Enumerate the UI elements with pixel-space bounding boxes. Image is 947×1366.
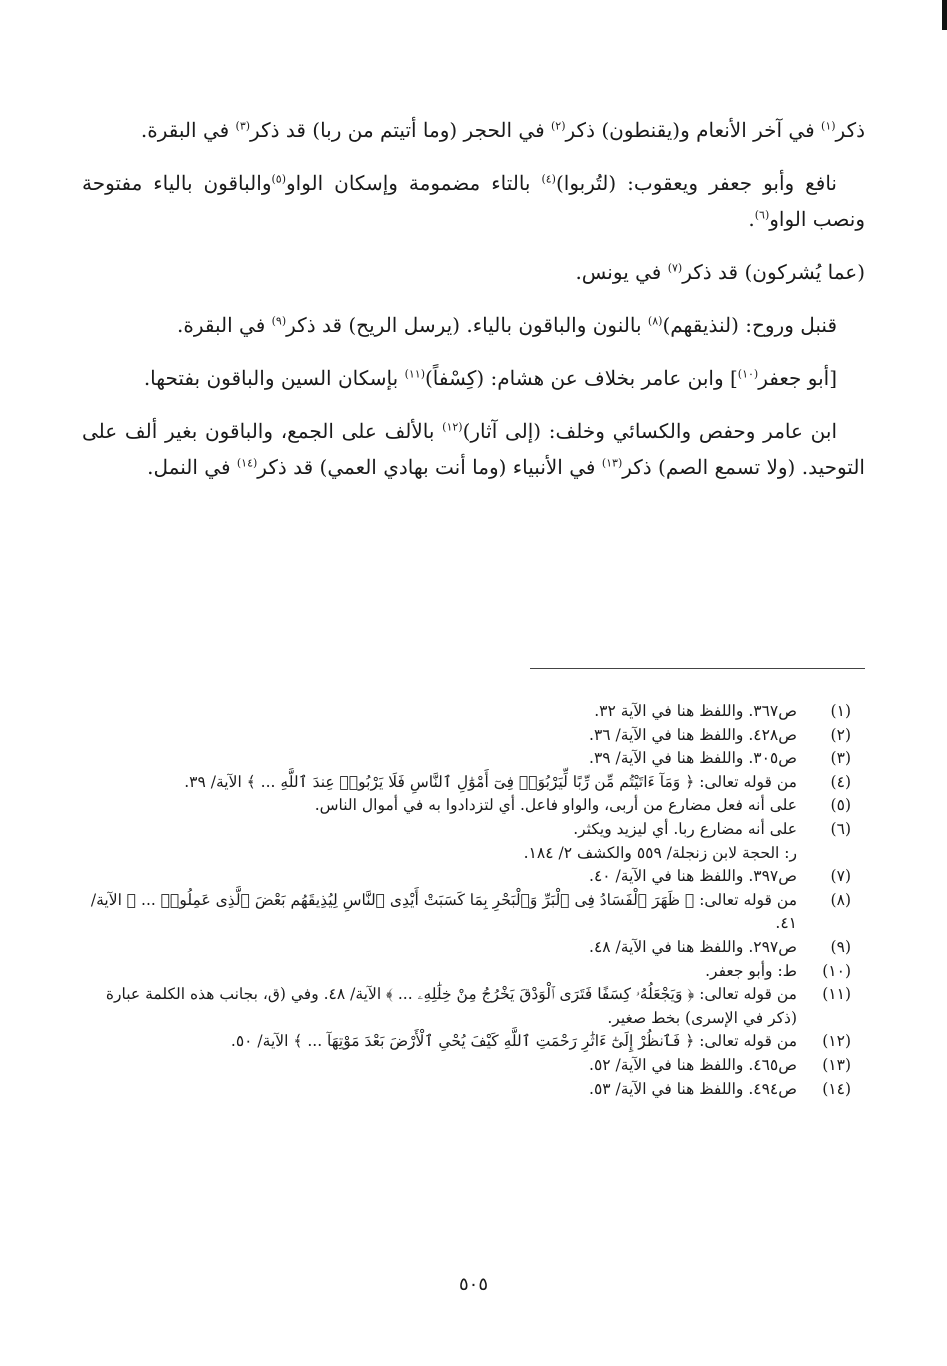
footnote-marker: (٨) bbox=[647, 314, 663, 328]
footnote-marker: (١١) bbox=[404, 367, 425, 381]
footnote-text: من قوله تعالى: ﴿ فَٱنظُرْ إِلَىٰٓ ءَاثَٰرِ رَحْمَتِ ٱللَّهِ كَيْفَ يُحْىِ ٱلْأَرْضَ بَعْدَ مَوْتِهَآ ... ﴾ الآية/ ٥٠. bbox=[230, 1032, 797, 1051]
footnote-text: من قوله تعالى: ﴿ وَيَجْعَلُهُۥ كِسَفًا فَتَرَى ٱلْوَدْقَ يَخْرُجُ مِنْ خِلَٰلِهِۦ ... ﴾ الآية/ ٤٨. وفي (ق، بجانب هذه الكلمة عبارة (ذكر في الإسرى) بخط صغير. bbox=[105, 985, 797, 1027]
paragraph bbox=[82, 413, 865, 485]
footnote-text: من قوله تعالى: ﴿ وَمَآ ءَاتَيْتُم مِّن رِّبًا لِّيَرْبُوَا۟ فِىٓ أَمْوَٰلِ ٱلنَّاسِ فَلَا يَرْبُوا۟ عِندَ ٱللَّهِ ... ﴾ الآية/ ٣٩. bbox=[184, 772, 797, 791]
footnote-number: (٤) bbox=[830, 772, 851, 791]
footnote bbox=[80, 1078, 851, 1102]
footnote-number: (١٢) bbox=[822, 1032, 851, 1051]
text-run: في البقرة. bbox=[140, 118, 236, 142]
text-run: . bbox=[748, 207, 755, 231]
footnote-marker: (٥) bbox=[271, 172, 286, 186]
text-run: [أبو جعفر bbox=[758, 366, 837, 390]
footnote-number: (١) bbox=[830, 702, 851, 720]
footnote-text: ص٤٦٥. واللفظ هنا في الآية/ ٥٢. bbox=[589, 1055, 797, 1074]
footnote-marker: (٦) bbox=[754, 208, 770, 222]
text-run: قنبل وروح: (لنذيقهم) bbox=[662, 313, 837, 337]
text-run: في البقرة. bbox=[177, 313, 272, 337]
footnote-number: (٦) bbox=[830, 819, 851, 838]
footnote bbox=[80, 865, 851, 889]
footnote-text: ص٣٩٧. واللفظ هنا في الآية/ ٤٠. bbox=[589, 867, 797, 886]
footnote-text: ص٣٦٧. واللفظ هنا في الآية ٣٢. bbox=[594, 702, 797, 720]
footnote-number: (٨) bbox=[830, 890, 851, 909]
scan-edge-mark bbox=[942, 0, 947, 30]
footnote-number: (٩) bbox=[830, 937, 851, 956]
footnotes-list bbox=[80, 700, 851, 1101]
text-run: بالنون والباقون بالياء. (يرسل الريح) قد ذكر bbox=[286, 313, 648, 337]
paragraph bbox=[82, 254, 865, 290]
footnote-number: (١٠) bbox=[822, 961, 851, 980]
text-run: نافع وأبو جعفر ويعقوب: (لتُربوا) bbox=[555, 171, 837, 195]
text-run: والباقون بالياء مفتوحة ونصب الواو bbox=[82, 171, 865, 231]
footnote bbox=[80, 1030, 851, 1054]
footnote-number: (٧) bbox=[830, 867, 851, 886]
footnote-marker: (١٠) bbox=[737, 367, 759, 381]
text-run: في الأنبياء (وما أنت بهادي العمي) قد ذكر bbox=[257, 455, 602, 479]
text-run: ذكر bbox=[835, 118, 865, 142]
footnote-marker: (١) bbox=[821, 119, 836, 133]
footnote-text: ص٤٩٤. واللفظ هنا في الآية/ ٥٣. bbox=[589, 1079, 797, 1098]
paragraph bbox=[82, 307, 865, 343]
paragraph bbox=[82, 165, 865, 237]
footnote-text: على أنه فعل مضارع من أربى، والواو فاعل. أي لتزدادوا به في أموال الناس. bbox=[314, 796, 797, 815]
text-run: ابن عامر وحفص والكسائي وخلف: (إلى آثار) bbox=[462, 419, 837, 443]
footnote-reference: ر: الحجة لابن زنجلة/ ٥٥٩ والكشف ٢/ ١٨٤. bbox=[523, 843, 797, 862]
footnote-text: ص٤٢٨. واللفظ هنا في الآية/ ٣٦. bbox=[589, 725, 797, 744]
text-run: في آخر الأنعام و(يقنطون) ذكر bbox=[565, 118, 822, 142]
text-run: (عما يُشركون) قد ذكر bbox=[682, 260, 865, 284]
text-run: في النمل. bbox=[147, 455, 237, 479]
footnote-number: (٣) bbox=[830, 749, 851, 768]
footnote-marker: (١٤) bbox=[236, 456, 258, 470]
main-text bbox=[82, 112, 865, 502]
footnote-text: من قوله تعالى: ﴿ ظَهَرَ ٱلْفَسَادُ فِى ٱلْبَرِّ وَٱلْبَحْرِ بِمَا كَسَبَتْ أَيْدِى ٱلنَّاسِ لِيُذِيقَهُم بَعْضَ ٱلَّذِى عَمِلُوا۟ ... ﴾ الآية/ ٤١. bbox=[90, 890, 797, 933]
footnote-marker: (١٣) bbox=[601, 456, 623, 470]
paragraph bbox=[82, 112, 865, 148]
page-number: ٥٠٥ bbox=[458, 1274, 488, 1295]
text-run: بإسكان السين والباقون بفتحها. bbox=[143, 366, 405, 390]
footnote-number: (٥) bbox=[830, 796, 851, 815]
paragraph bbox=[82, 360, 865, 396]
footnote-number: (١٤) bbox=[822, 1079, 851, 1098]
footnote-marker: (٣) bbox=[235, 119, 251, 133]
text-run: في يونس. bbox=[575, 260, 668, 284]
footnote bbox=[80, 700, 851, 724]
footnote-number: (١١) bbox=[822, 985, 851, 1004]
footnote bbox=[80, 889, 851, 936]
footnote bbox=[80, 1054, 851, 1078]
footnote-text: ط: وأبو جعفر. bbox=[705, 961, 797, 980]
footnote bbox=[80, 794, 851, 818]
footnote bbox=[80, 724, 851, 748]
footnote bbox=[80, 960, 851, 984]
text-run: بالتاء مضمومة وإسكان الواو bbox=[286, 171, 542, 195]
footnote-text: ص٣٠٥. واللفظ هنا في الآية/ ٣٩. bbox=[589, 749, 797, 768]
footnote-number: (٢) bbox=[830, 725, 851, 744]
footnote-marker: (١٢) bbox=[442, 420, 463, 434]
footnote bbox=[80, 771, 851, 795]
footnote bbox=[80, 818, 851, 842]
text-run: بالألف على الجمع، والباقون بغير ألف على التوحيد. (ولا تسمع الصم) ذكر bbox=[82, 419, 865, 479]
footnote bbox=[80, 983, 851, 1030]
footnote-marker: (٧) bbox=[667, 261, 683, 275]
text-run: في الحجر (وما أتيتم من ربا) قد ذكر bbox=[250, 118, 551, 142]
footnote-number: (١٣) bbox=[822, 1055, 851, 1074]
text-run: ] وابن عامر بخلاف عن هشام: (كِسْفاً) bbox=[424, 366, 738, 390]
footnote bbox=[80, 936, 851, 960]
footnote-text: على أنه مضارع ربا. أي ليزيد ويكثر. bbox=[573, 819, 797, 838]
footnote-marker: (٩) bbox=[271, 314, 287, 328]
footnote-marker: (٤) bbox=[541, 172, 556, 186]
footnote bbox=[80, 747, 851, 771]
footnote-text: ص٢٩٧. واللفظ هنا في الآية/ ٤٨. bbox=[589, 937, 797, 956]
footnote-separator bbox=[530, 668, 865, 669]
footnote-marker: (٢) bbox=[551, 119, 566, 133]
